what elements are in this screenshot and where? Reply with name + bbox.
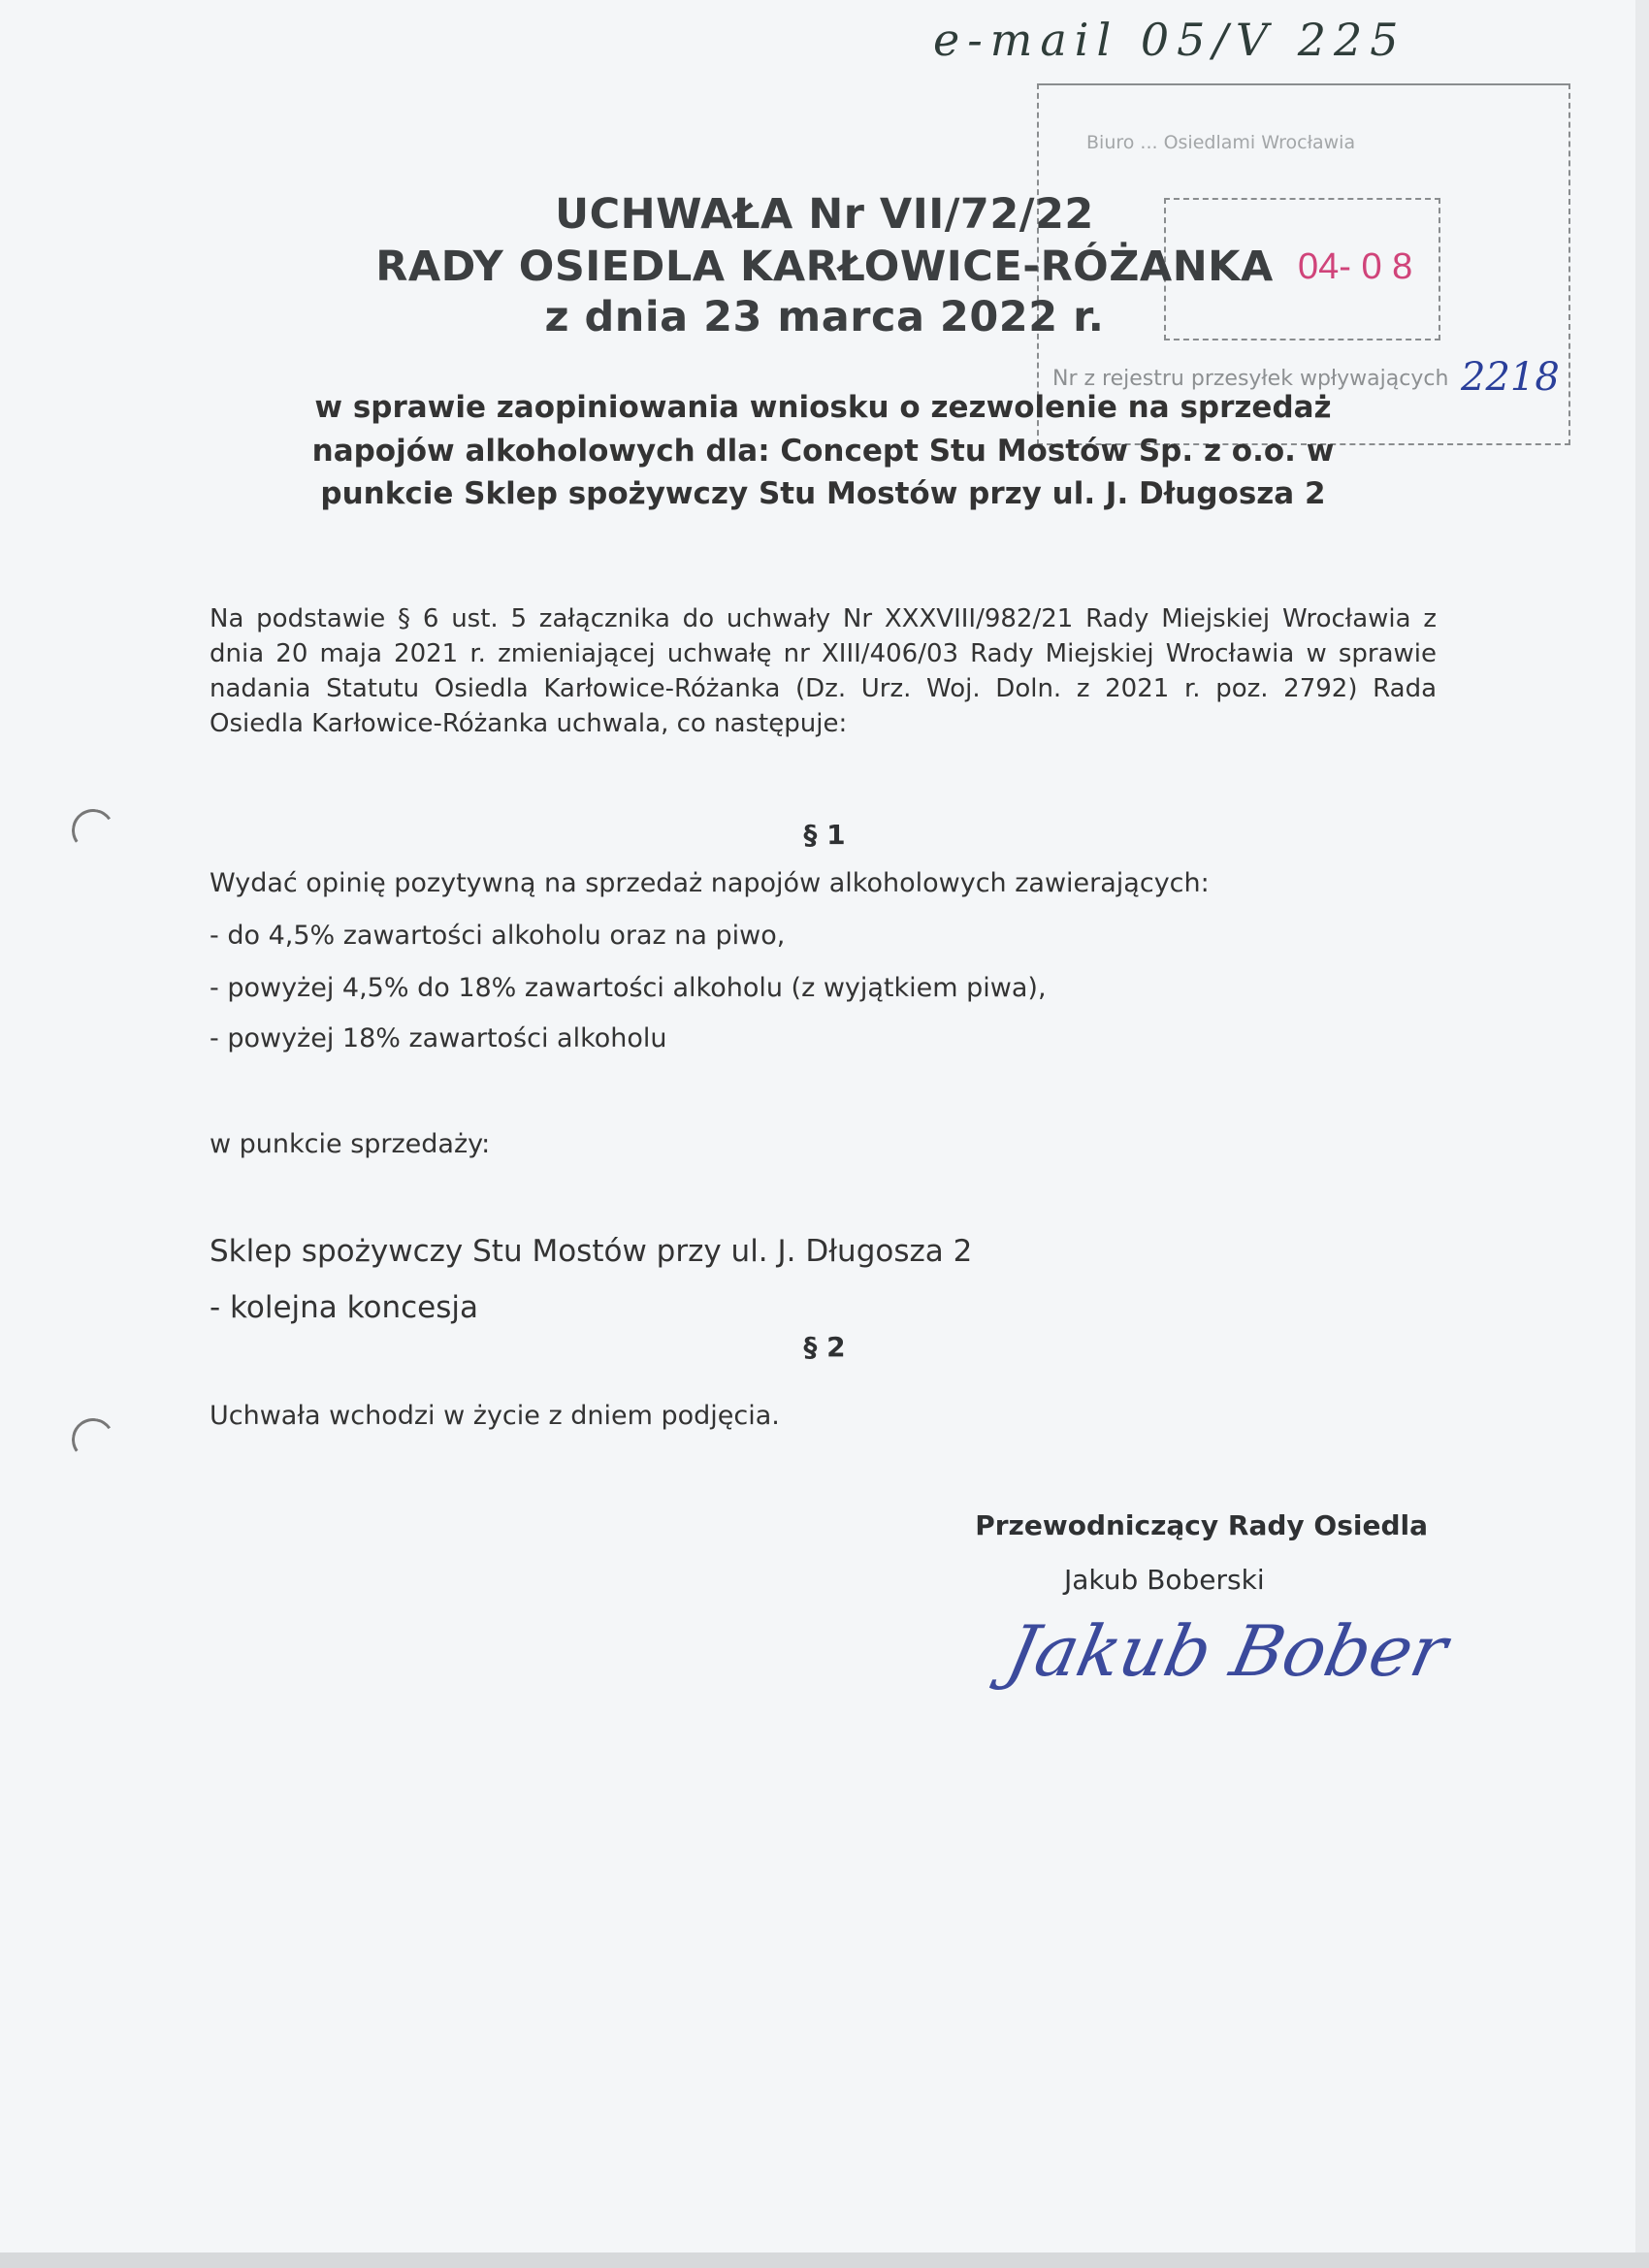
scan-edge-bottom [0,2252,1649,2268]
handwritten-note: e-mail 05/V 225 [933,14,1406,66]
section-1-intro: Wydać opinię pozytywną na sprzedaż napojów alkoholowych zawierających: [210,868,1210,898]
section-2-heading: § 2 [803,1331,846,1363]
preamble: Na podstawie § 6 ust. 5 załącznika do uchwały Nr XXXVIII/982/21 Rady Miejskiej Wrocławia z dnia 20 maja 2021 r. zmieniającej uchwałę nr XIII/406/03 Rady Miejskiej Wrocławia w sprawie nadania Statutu Osiedla Karłowice-Różanka (Dz. Urz. Woj. Doln. z 2021 r. poz. 2792) Rada Osiedla Karłowice-Różanka uchwala, co następuje: [210,604,1437,738]
subject-line-2: napojów alkoholowych dla: Concept Stu Mostów Sp. z o.o. w [311,434,1335,469]
signatory-name: Jakub Boberski [1064,1564,1265,1596]
council-name: RADY OSIEDLA KARŁOWICE-RÓŻANKA [375,243,1274,291]
list-item: - powyżej 18% zawartości alkoholu [210,1023,667,1053]
subject-line-1: w sprawie zaopiniowania wniosku o zezwolenie na sprzedaż [314,390,1332,425]
stamp-register-number: 2218 [1461,355,1560,400]
subject-line-3: punkcie Sklep spożywczy Stu Mostów przy ul. J. Długosza 2 [320,476,1326,511]
section-1-heading: § 1 [803,819,846,851]
point-label: w punkcie sprzedaży: [210,1129,491,1159]
section-2-text: Uchwała wchodzi w życie z dniem podjęcia. [210,1401,780,1431]
signatory-role: Przewodniczący Rady Osiedla [975,1509,1428,1541]
handwritten-signature: Jakub Bober [1000,1610,1455,1692]
stamp-office: Biuro ... Osiedlami Wrocławia [1086,132,1356,153]
list-item: - do 4,5% zawartości alkoholu oraz na piwo, [210,921,786,951]
stamp-date: 04- 0 8 [1298,246,1413,287]
stamp-register-label: Nr z rejestru przesyłek wpływających [1052,367,1449,391]
list-item: - powyżej 4,5% do 18% zawartości alkoholu (z wyjątkiem piwa), [210,973,1047,1003]
resolution-date: z dnia 23 marca 2022 r. [544,293,1105,341]
point-name: Sklep spożywczy Stu Mostów przy ul. J. Długosza 2 [210,1234,973,1269]
resolution-number: UCHWAŁA Nr VII/72/22 [555,190,1094,239]
point-note: - kolejna koncesja [210,1290,478,1325]
punch-hole [69,1415,118,1465]
